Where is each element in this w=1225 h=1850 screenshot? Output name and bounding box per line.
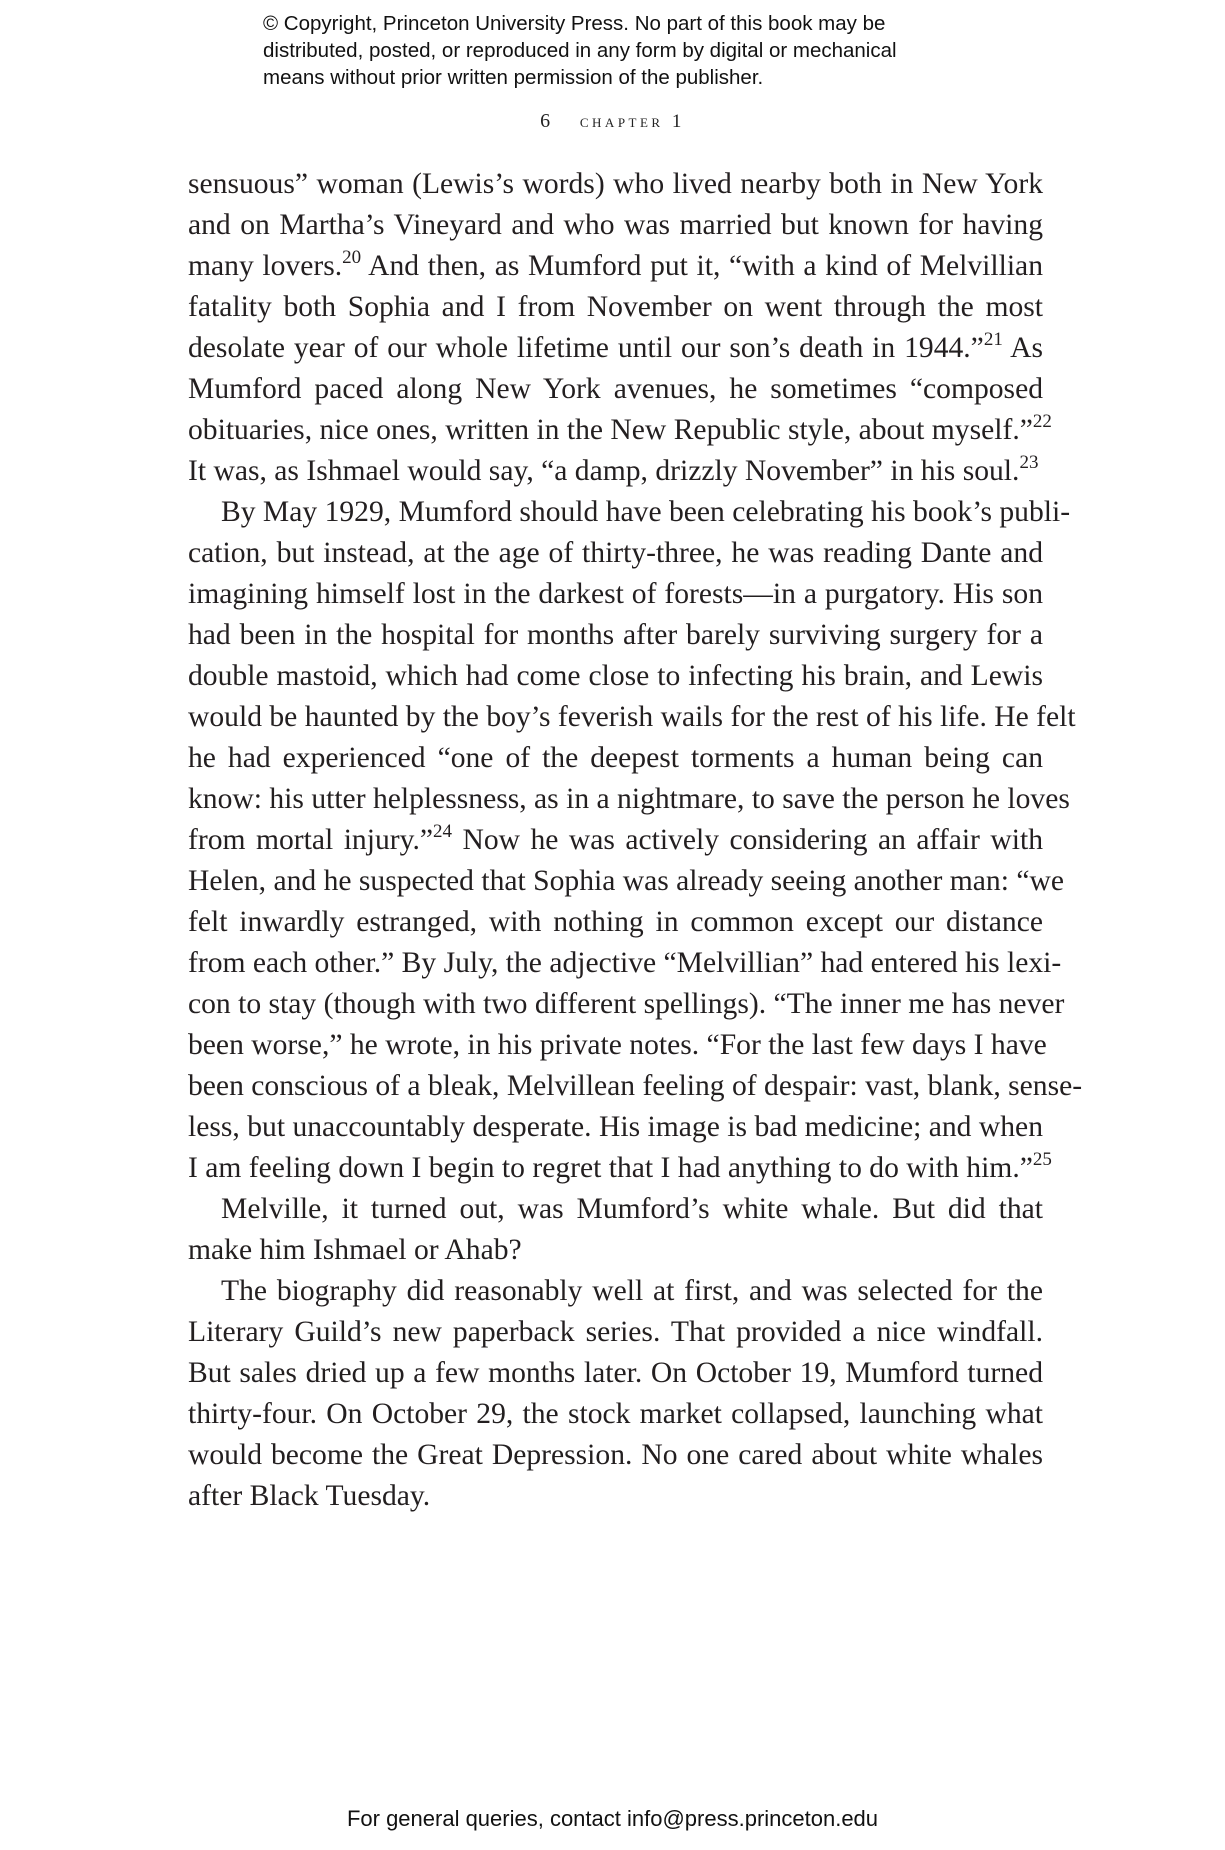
text-line: Literary Guild’s new paperback series. That provided a nice windfall. [188, 1316, 1043, 1348]
running-head [0, 110, 1225, 133]
text-line: he had experienced “one of the deepest torments a human being can [188, 742, 1043, 774]
text-line: I am feeling down I begin to regret that I had anything to do with him.”$^{25}$ [188, 1149, 1052, 1184]
footnote-ref[interactable]: 20 [342, 247, 362, 268]
footnote-ref[interactable]: 24 [433, 821, 452, 842]
text-line: from each other.” By July, the adjective “Melvillian” had entered his lexi- [188, 947, 1062, 979]
text-line: felt inwardly estranged, with nothing in common except our distance [188, 906, 1043, 938]
chapter-label: chapter 1 [579, 111, 685, 132]
text-line: know: his utter helplessness, as in a nightmare, to save the person he loves [188, 783, 1070, 815]
text-line: had been in the hospital for months after barely surviving surgery for a [188, 619, 1043, 651]
text-line: imagining himself lost in the darkest of forests—in a purgatory. His son [188, 578, 1043, 610]
text-line: obituaries, nice ones, written in the New Republic style, about myself.”$^{22}$ [188, 411, 1052, 446]
footnote-ref[interactable]: 21 [983, 329, 1003, 350]
text-line: many lovers.$^{20}$ And then, as Mumford put it, “with a kind of Melvillian [188, 247, 1043, 282]
text-line: The biography did reasonably well at first, and was selected for the [221, 1275, 1043, 1307]
text-line: By May 1929, Mumford should have been celebrating his book’s publi- [221, 496, 1071, 528]
footnote-ref[interactable]: 25 [1032, 1149, 1052, 1170]
text-line: fatality both Sophia and I from November on went through the most [188, 291, 1043, 323]
text-line: been conscious of a bleak, Melvillean feeling of despair: vast, blank, sense- [188, 1070, 1083, 1102]
copyright-notice [263, 10, 1023, 91]
footnote-ref[interactable]: 23 [1019, 452, 1039, 473]
copyright-line: distributed, posted, or reproduced in any form by digital or mechanical [263, 39, 897, 62]
text-line: make him Ishmael or Ahab? [188, 1234, 522, 1266]
text-line: sensuous” woman (Lewis’s words) who lived nearby both in New York [188, 168, 1043, 200]
text-line: It was, as Ishmael would say, “a damp, drizzly November” in his soul.$^{23}$ [188, 452, 1039, 487]
text-line: But sales dried up a few months later. On October 19, Mumford turned [188, 1357, 1043, 1389]
text-line: thirty-four. On October 29, the stock market collapsed, launching what [188, 1398, 1043, 1430]
text-line: Helen, and he suspected that Sophia was already seeing another man: “we [188, 865, 1064, 897]
body-text [188, 164, 1083, 1517]
text-line: Mumford paced along New York avenues, he sometimes “composed [188, 373, 1043, 405]
text-line: after Black Tuesday. [188, 1480, 431, 1512]
text-line: Melville, it turned out, was Mumford’s white whale. But did that [221, 1193, 1043, 1225]
copyright-line: © Copyright, Princeton University Press. No part of this book may be [263, 12, 886, 35]
text-line: cation, but instead, at the age of thirty-three, he was reading Dante and [188, 537, 1043, 569]
text-line: and on Martha’s Vineyard and who was married but known for having [188, 209, 1043, 241]
footer-contact: For general queries, contact info@press.princeton.edu [346, 1806, 879, 1831]
text-line: from mortal injury.”$^{24}$ Now he was actively considering an affair with [188, 821, 1043, 856]
text-line: less, but unaccountably desperate. His image is bad medicine; and when [188, 1111, 1043, 1143]
footnote-ref[interactable]: 22 [1032, 411, 1052, 432]
text-line: been worse,” he wrote, in his private notes. “For the last few days I have [188, 1029, 1047, 1061]
text-line: desolate year of our whole lifetime until our son’s death in 1944.”$^{21}$ As [188, 329, 1044, 364]
text-line: would be haunted by the boy’s feverish wails for the rest of his life. He felt [188, 701, 1076, 733]
text-line: would become the Great Depression. No one cared about white whales [188, 1439, 1043, 1471]
text-line: double mastoid, which had come close to infecting his brain, and Lewis [188, 660, 1043, 692]
page-number: 6 [540, 110, 551, 132]
text-line: con to stay (though with two different spellings). “The inner me has never [188, 988, 1065, 1020]
copyright-line: means without prior written permission of the publisher. [263, 66, 764, 89]
